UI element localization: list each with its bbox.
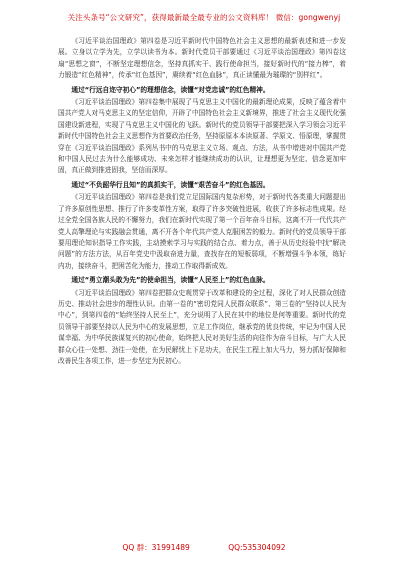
- article-body: [58, 36, 346, 367]
- section-3-paragraph: 《习近平谈治国理政》第四卷把群众史观贯穿于改革和建设的全过程，深化了对人民群众创造历史、推动社会进步的理性认识。由第一卷的“密切党同人民群众联系”、第三卷的“坚持以人民为中心”，到第四卷的“始终坚持人民至上”，充分说明了人民在其中的地位是何等重要。新时代的党员领导干部要坚持以人民为中心的发展思想，立足工作岗位，继承党的优良传统，牢记为中国人民谋幸福、为中华民族谋复兴的初心使命，始终把人民对美好生活的向往作为奋斗目标，与广大人民群众心往一处想、劲往一处使，在为民解忧上下足功夫，在民生工程上加大马力，努力抓好保障和改善民生各项工作，进一步坚定为民初心。: [58, 288, 346, 365]
- section-1-paragraph: 《习近平谈治国理政》第四卷集中展现了马克思主义中国化的最新理论成果，反映了蕴含着中国共产党人对马克思主义的坚定信仰，开辟了中国特色社会主义新境界，推进了社会主义现代化强国建设新进程，实现了马克思主义中国化的飞跃。新时代的党员领导干部要把深入学习领会习近平新时代中国特色社会主义思想作为首要政治任务，坚持原原本本读原著、学原文、悟原理，掌握贯穿在《习近平谈治国理政》系列丛书中的马克思主义立场、观点、方法，从书中增进对中国共产党和中国人民过去为什么能够成功、未来怎样才能继续成功的认识，让理想更为坚定、信念更加牢固，真正做到推进固我，坚信而深厚。: [58, 98, 346, 175]
- section-heading-1: 通过“行远自迩守初心”的理想信念，读懂“对党忠诚”的红色精神。: [71, 85, 270, 94]
- footer-qq-number: QQ:535304092: [228, 543, 286, 552]
- footer-qq-group: QQ 群：31991489: [122, 543, 190, 552]
- intro-paragraph: 《习近平谈治国理政》第四卷是习近平新时代中国特色社会主义思想的最新表述和进一步发展。立身以立学为先，立学以读书为本。新时代党员干部要通过《习近平谈治国理政》第四卷这扇“思想之窗”，不断坚定理想信念，坚持真抓实干、践行使命担当，接好新时代的“接力棒”，着力锻造“红色精神”，传承“红色基因”，赓续着“红色血脉”，真正读懂最为璀璨的“别样红”。: [58, 37, 346, 80]
- section-heading-2: 通过“不负韶华行且知”的真抓实干，读懂“艰苦奋斗”的红色基因。: [71, 180, 270, 189]
- section-heading-3: 通过“勇立潮头敢为先”的使命担当，读懂“人民至上”的红色血脉。: [71, 276, 270, 285]
- page-header-banner: 关注头条号“公文研究”，获得最新最全最专业的公文资料库！ 微信：gongwenyj: [67, 13, 341, 22]
- page-footer: [0, 542, 408, 553]
- section-2-paragraph: 《习近平谈治国理政》第四卷是我们党立足国际国内复杂形势，对于新时代各类重大问题提出了许多原创性思想、推行了许多变革性方案，取得了许多突破性进展，收获了许多标志性成果。经过全党全国各族人民的不懈努力，我们在新时代实现了第一个百年奋斗目标，这离不开一代代共产党人高擎理论与实践融会贯通，离不开各个年代共产党人克服困苦的毅力。新时代的党员领导干部要用理论知识指导工作实践，主动摸索学习与实践的结合点、着力点，善于从历史经验中找“解决问题”的方法方法，从百年党史中汲取奋进力量，查找存在的短板弱项，不断增强斗争本领，练好内功，接续奋斗，把困苦化为能力，推动工作取得新成效。: [58, 193, 346, 270]
